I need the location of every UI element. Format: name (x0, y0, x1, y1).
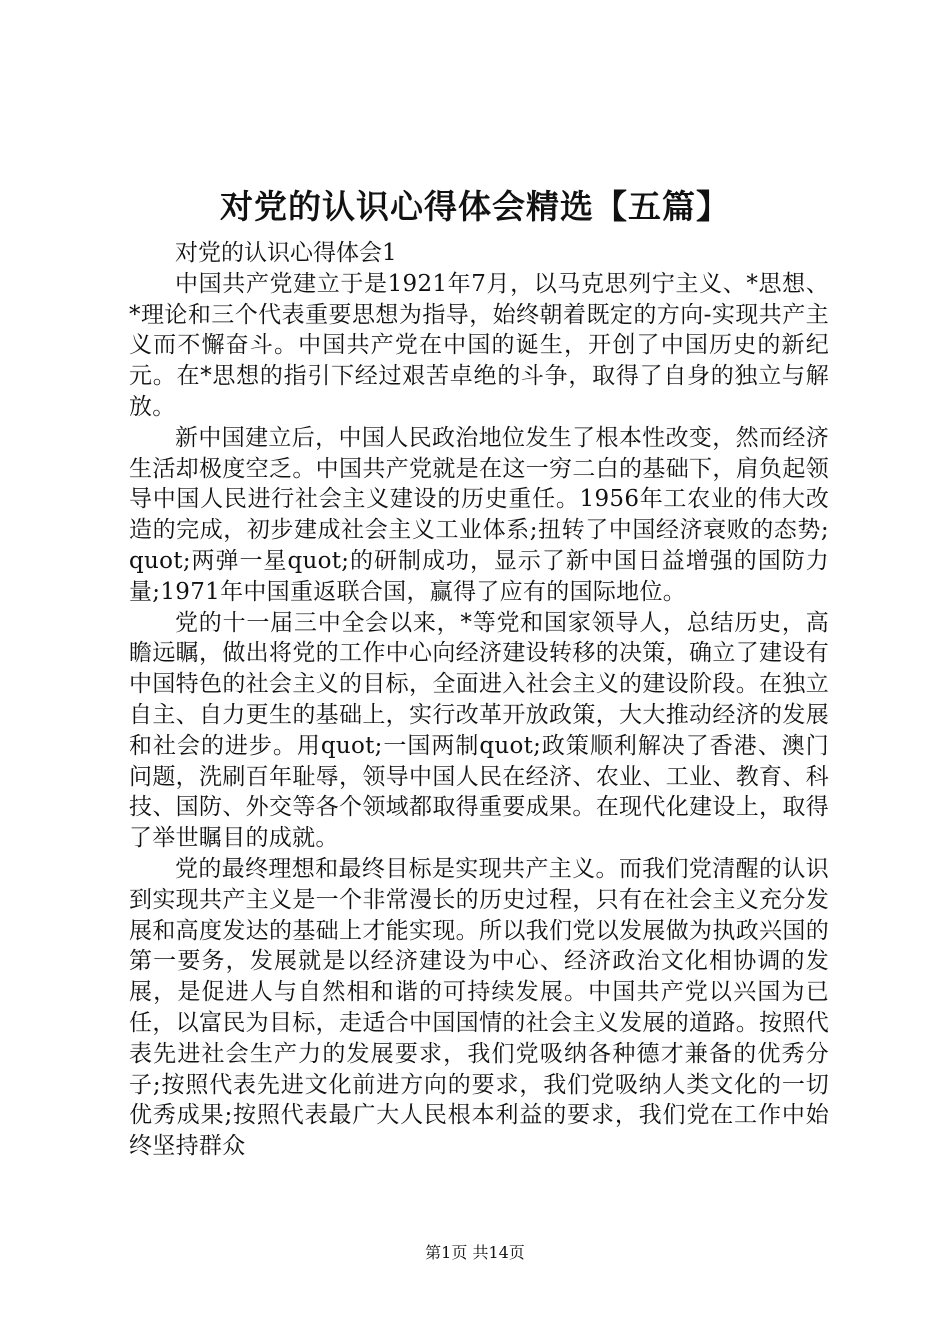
page-indicator: 第1页 共14页 (425, 1243, 525, 1262)
paragraph-3: 党的十一届三中全会以来，*等党和国家领导人，总结历史，高瞻远瞩，做出将党的工作中心向经济建设转移的决策，确立了建设有中国特色的社会主义的目标，全面进入社会主义的建设阶段。在独立自主、自力更生的基础上，实行改革开放政策，大大推动经济的发展和社会的进步。用quot;一国两制quot;政策顺利解决了香港、澳门问题，洗刷百年耻辱，领导中国人民在经济、农业、工业、教育、科技、国防、外交等各个领域都取得重要成果。在现代化建设上，取得了举世瞩目的成就。 (129, 609, 829, 852)
page-footer (0, 1243, 950, 1263)
document-body (129, 238, 829, 1162)
paragraph-2: 新中国建立后，中国人民政治地位发生了根本性改变，然而经济生活却极度空乏。中国共产党就是在这一穷二白的基础下，肩负起领导中国人民进行社会主义建设的历史重任。1956年工农业的伟大改造的完成，初步建成社会主义工业体系;扭转了中国经济衰败的态势;quot;两弹一星quot;的研制成功，显示了新中国日益增强的国防力量;1971年中国重返联合国，赢得了应有的国际地位。 (129, 424, 829, 605)
document-title: 对党的认识心得体会精选【五篇】 (220, 187, 730, 226)
section-heading: 对党的认识心得体会1 (175, 240, 397, 266)
paragraph-1: 中国共产党建立于是1921年7月，以马克思列宁主义、*思想、*理论和三个代表重要思想为指导，始终朝着既定的方向-实现共产主义而不懈奋斗。中国共产党在中国的诞生，开创了中国历史的新纪元。在*思想的指引下经过艰苦卓绝的斗争，取得了自身的独立与解放。 (129, 270, 829, 420)
paragraph-4: 党的最终理想和最终目标是实现共产主义。而我们党清醒的认识到实现共产主义是一个非常漫长的历史过程，只有在社会主义充分发展和高度发达的基础上才能实现。所以我们党以发展做为执政兴国的第一要务，发展就是以经济建设为中心、经济政治文化相协调的发展，是促进人与自然相和谐的可持续发展。中国共产党以兴国为已任，以富民为目标，走适合中国国情的社会主义发展的道路。按照代表先进社会生产力的发展要求，我们党吸纳各种德才兼备的优秀分子;按照代表先进文化前进方向的要求，我们党吸纳人类文化的一切优秀成果;按照代表最广大人民根本利益的要求，我们党在工作中始终坚持群众 (129, 855, 829, 1160)
